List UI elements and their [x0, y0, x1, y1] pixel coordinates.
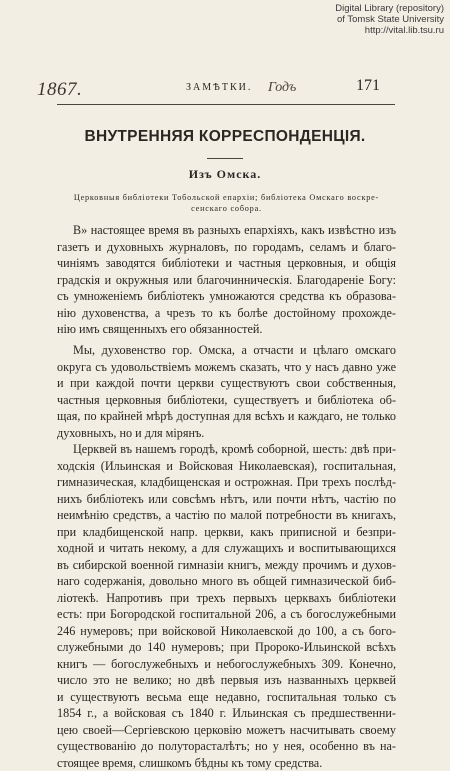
paragraph-2	[57, 342, 396, 441]
text-line: въ сибирской военной гимназіи книгъ, между прочимъ и духов-	[57, 557, 396, 574]
text-line: стоящее время, слишкомъ бѣдны къ тому средства.	[57, 755, 396, 771]
text-line: нію духовенства, а чрезъ то къ болѣе достойному прохожде-	[57, 305, 396, 322]
text-line: ходскія (Ильинская и Войсковая Николаевская), госпитальная,	[57, 458, 396, 475]
text-line: гимназическая, кладбищенская и острожная. При трехъ послѣд-	[57, 474, 396, 491]
text-line: при кладбищенской напр. церкви, какъ приписной и безпри-	[57, 524, 396, 541]
text-line: ліотекѣ. Напротивъ при трехъ первыхъ церквахъ библіотеки	[57, 590, 396, 607]
watermark-line-1: Digital Library (repository)	[335, 3, 444, 14]
text-line: наго содержанія, довольно много въ общей гимназической биб-	[57, 573, 396, 590]
text-line: градскія и окружныя или благочинническія. Благодареніе Богу:	[57, 272, 396, 289]
text-line: газетъ и духовныхъ журналовъ, по городамъ, селамъ и благо-	[57, 239, 396, 256]
text-line: есть: при Богородской госпитальной 206, а съ богослужебными	[57, 606, 396, 623]
text-line: В» настоящее время въ разныхъ епархіяхъ, какъ извѣстно изъ	[57, 222, 396, 239]
title-divider	[207, 158, 243, 159]
handwritten-note: Годъ	[268, 80, 296, 96]
text-line: округа съ удовольствіемъ можемъ сказать, что у насъ давно уже	[57, 359, 396, 376]
text-line: существованію до полуторасталѣтъ; но у нея, особенно въ на-	[57, 738, 396, 755]
text-line: частныя церковныя библіотеки, существуетъ и библіотека об-	[57, 392, 396, 409]
watermark-url: http://vital.lib.tsu.ru	[335, 25, 444, 36]
text-line: неимѣнію средствъ, а частію по малой потребности въ книгахъ,	[57, 507, 396, 524]
handwritten-year: 1867.	[37, 79, 82, 101]
text-line: цею своей—Сергіевскою церковію можетъ насчитывать своему	[57, 722, 396, 739]
paragraph-3	[57, 441, 396, 771]
text-line: Церквей въ нашемъ городѣ, кромѣ соборной, шесть: двѣ при-	[57, 441, 396, 458]
watermark-line-2: of Tomsk State University	[335, 14, 444, 25]
text-line: щая, по крайней мѣрѣ доступная для всѣхъ и каждаго, не только	[57, 408, 396, 425]
text-line: нихъ библіотекъ или совсѣмъ нѣтъ, или почти нѣтъ, частію по	[57, 491, 396, 508]
text-line: духовныхъ, но и для мірянъ.	[57, 425, 396, 442]
paragraph-1	[57, 222, 396, 338]
article-caption	[57, 192, 396, 214]
text-line: 246 нумеровъ; при войсковой Николаевской до 100, а съ бого-	[57, 623, 396, 640]
page-number: 171	[356, 77, 380, 95]
running-title: ЗАМѢТКИ.	[186, 82, 252, 93]
text-line: чиніямъ заводятся библіотеки и частныя церковныя, и общія	[57, 255, 396, 272]
text-line: Мы, духовенство гор. Омска, а отчасти и цѣлаго омскаго	[57, 342, 396, 359]
caption-line: сенскаго собора.	[57, 203, 396, 214]
text-line: ходной и читать некому, а для служащихъ и воспитывающихся	[57, 540, 396, 557]
header-rule	[57, 104, 395, 105]
text-line: число это не велико; но двѣ первыя изъ названныхъ церквей	[57, 672, 396, 689]
section-title: ВНУТРЕННЯЯ КОРРЕСПОНДЕНЦІЯ.	[0, 128, 450, 146]
text-line: книгъ — богослужебныхъ и небогослужебныхъ 309. Конечно,	[57, 656, 396, 673]
text-line: нію имъ священныхъ его обязанностей.	[57, 321, 396, 338]
article-subhead: Изъ Омска.	[0, 167, 450, 182]
text-line: и при каждой почти церкви существуютъ свои собственныя,	[57, 375, 396, 392]
text-line: 1854 г., а войсковая съ 1840 г. Ильинская съ предшественни-	[57, 705, 396, 722]
text-line: съ умноженіемъ библіотекъ умножаются средства къ образова-	[57, 288, 396, 305]
caption-line: Церковныя библіотеки Тобольской епархіи; библіотека Омскаго воскре-	[57, 192, 396, 203]
text-line: и существуютъ весьма еще недавно, госпитальная только съ	[57, 689, 396, 706]
text-line: служебными до 140 нумеровъ; при Пророко-Ильинской всѣхъ	[57, 639, 396, 656]
repository-watermark	[335, 3, 444, 36]
